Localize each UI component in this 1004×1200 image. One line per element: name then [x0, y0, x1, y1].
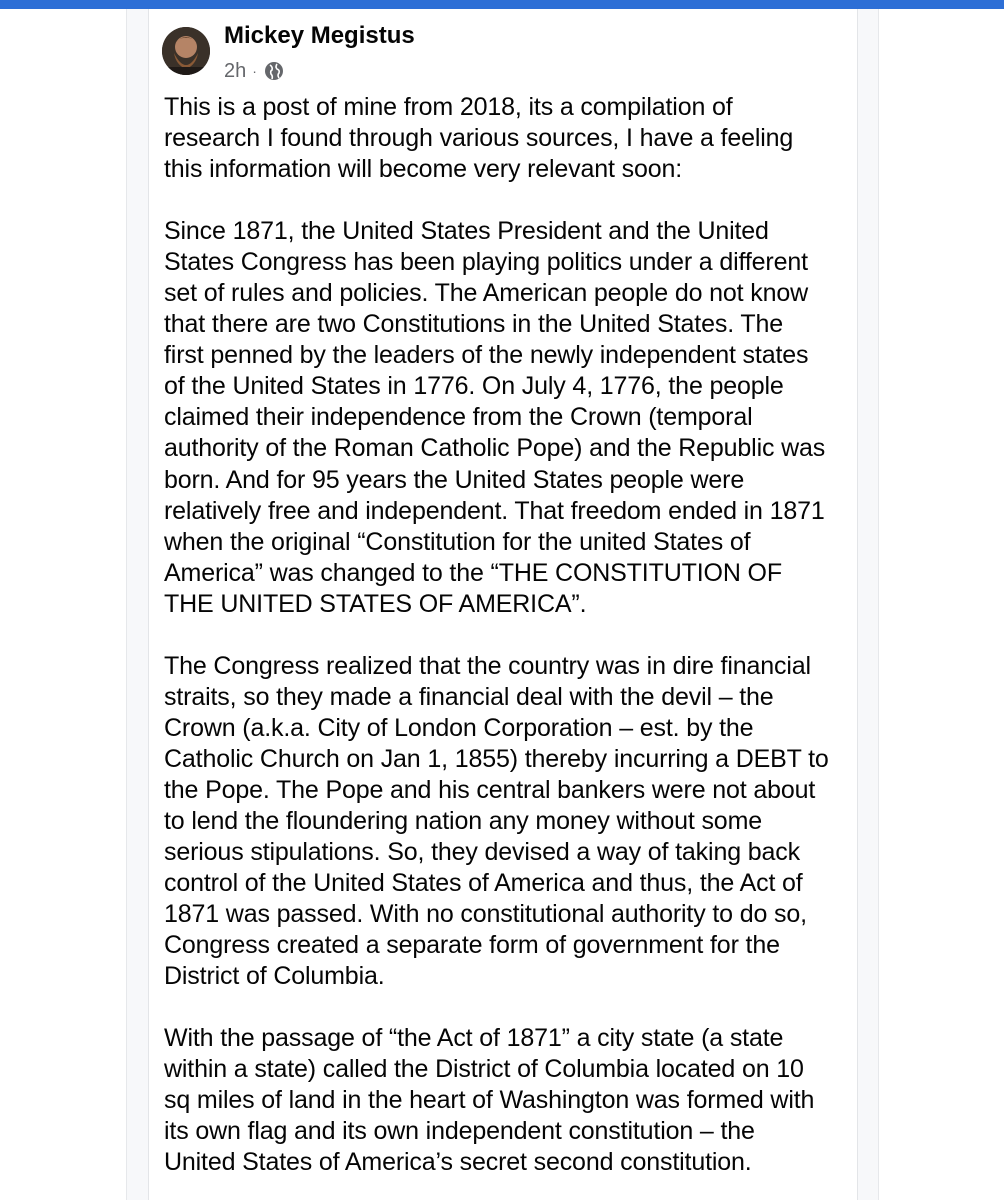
text-line: District of Columbia.: [164, 962, 385, 991]
text-line: control of the United States of America and thus, the Act of: [164, 869, 803, 898]
meta-separator: ·: [252, 63, 257, 79]
text-line: its own flag and its own independent constitution – the: [164, 1117, 755, 1146]
text-line: Crown (a.k.a. City of London Corporation – est. by the: [164, 713, 754, 742]
text-line: research I found through various sources, I have a feeling: [164, 124, 794, 153]
text-line: States Congress has been playing politics under a different: [164, 248, 808, 277]
avatar-photo: [162, 27, 210, 75]
text-line: within a state) called the District of Columbia located on 10: [164, 1055, 804, 1084]
text-line: This is a post of mine from 2018, its a compilation of: [164, 93, 733, 121]
post-paragraph: [164, 651, 854, 993]
text-line: serious stipulations. So, they devised a way of taking back: [164, 838, 800, 867]
right-adjacent-post: [878, 9, 1004, 1200]
post-paragraph: [164, 1023, 854, 1178]
text-line: Catholic Church on Jan 1, 1855) thereby incurring a DEBT to: [164, 744, 829, 773]
post-paragraph: [164, 216, 854, 620]
top-accent-bar: [0, 0, 1004, 9]
text-line: the Pope. The Pope and his central bankers were not about: [164, 775, 816, 804]
text-line: The Congress realized that the country was in dire financial: [164, 651, 811, 680]
author-name[interactable]: Mickey Megistus: [224, 22, 415, 49]
post-paragraph: [164, 92, 854, 185]
text-line: 1871 was passed. With no constitutional authority to do so,: [164, 900, 807, 929]
text-line: that there are two Constitutions in the United States. The: [164, 310, 783, 339]
text-line: to lend the floundering nation any money without some: [164, 806, 762, 835]
text-line: Congress created a separate form of government for the: [164, 931, 780, 960]
text-line: Since 1871, the United States President and the United: [164, 217, 769, 246]
text-line: first penned by the leaders of the newly independent states: [164, 341, 809, 370]
author-avatar[interactable]: [162, 27, 210, 75]
text-line: this information will become very relevant soon:: [164, 155, 683, 184]
text-line: relatively free and independent. That freedom ended in 1871: [164, 496, 825, 525]
text-line: United States of America’s secret second constitution.: [164, 1148, 752, 1177]
post-meta: [224, 58, 284, 84]
post-timestamp[interactable]: 2h: [224, 59, 247, 82]
text-line: sq miles of land in the heart of Washington was formed with: [164, 1086, 815, 1115]
text-line: of the United States in 1776. On July 4, 1776, the people: [164, 372, 784, 401]
text-line: With the passage of “the Act of 1871” a city state (a state: [164, 1024, 784, 1053]
text-line: straits, so they made a financial deal with the devil – the: [164, 682, 774, 711]
text-line: America” was changed to the “THE CONSTITUTION OF: [164, 558, 782, 587]
post-text: [164, 92, 854, 1179]
text-line: when the original “Constitution for the united States of: [164, 527, 751, 556]
text-line: claimed their independence from the Crown (temporal: [164, 403, 753, 432]
text-line: authority of the Roman Catholic Pope) and the Republic was: [164, 434, 826, 463]
text-line: THE UNITED STATES OF AMERICA”.: [164, 589, 587, 618]
text-line: set of rules and policies. The American people do not know: [164, 279, 809, 308]
globe-icon[interactable]: [264, 61, 284, 81]
left-adjacent-post: [0, 9, 127, 1200]
text-line: born. And for 95 years the United States people were: [164, 465, 745, 494]
